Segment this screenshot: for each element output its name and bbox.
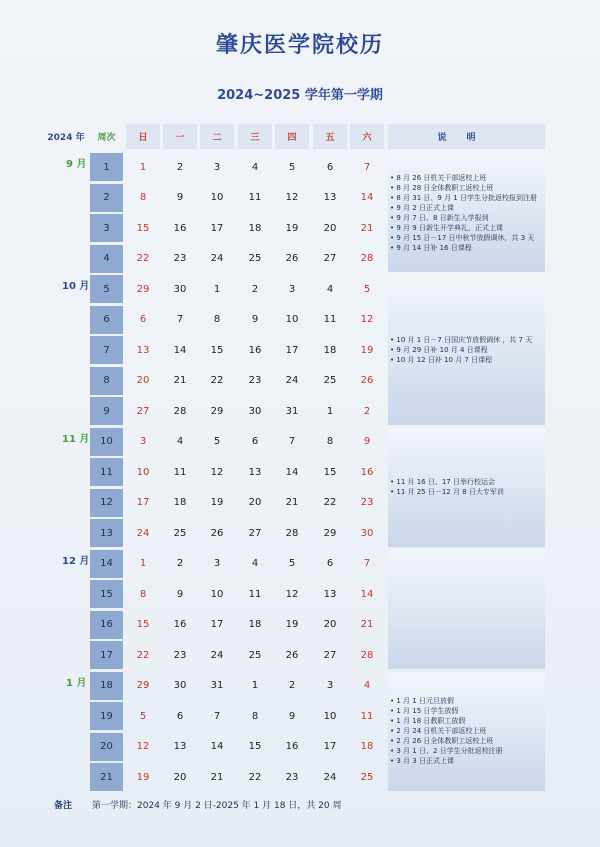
note-item: • 2 月 24 日机关干部返校上班 bbox=[390, 726, 503, 736]
day-cell: 2 bbox=[363, 405, 371, 417]
day-cell: 14 bbox=[210, 741, 224, 752]
week-number: 20 bbox=[90, 733, 123, 761]
day-cell: 24 bbox=[323, 771, 337, 783]
day-cell: 20 bbox=[248, 497, 262, 508]
day-cell: 3 bbox=[326, 680, 334, 691]
day-cell: 15 bbox=[248, 741, 262, 752]
day-cell: 7 bbox=[176, 314, 184, 325]
day-cell: 19 bbox=[210, 497, 224, 508]
day-cell: 6 bbox=[326, 558, 334, 569]
day-cell: 17 bbox=[210, 222, 224, 234]
day-cell: 30 bbox=[173, 680, 187, 691]
day-cell: 4 bbox=[176, 436, 184, 447]
day-cell: 21 bbox=[173, 375, 187, 386]
day-cell: 30 bbox=[360, 527, 374, 539]
day-cell: 17 bbox=[210, 619, 224, 630]
day-cell: 27 bbox=[323, 253, 337, 264]
note-list bbox=[390, 477, 504, 497]
header-week: 周次 bbox=[97, 133, 116, 143]
header-note: 说明 bbox=[388, 124, 545, 149]
day-cell: 28 bbox=[360, 253, 374, 264]
day-cell: 19 bbox=[285, 222, 299, 234]
note-item: • 2 月 26 日全体教职工返校上班 bbox=[390, 736, 503, 746]
day-cell: 18 bbox=[173, 497, 187, 508]
day-cell: 25 bbox=[248, 253, 262, 264]
note-item: • 11 月 16 日、17 日举行校运会 bbox=[390, 477, 504, 487]
day-cell: 10 bbox=[136, 466, 150, 478]
day-cell: 1 bbox=[139, 558, 147, 569]
week-number: 16 bbox=[90, 611, 123, 639]
day-cell: 20 bbox=[173, 771, 187, 783]
note-item: • 3 月 1 日、2 日学生分批返校注册 bbox=[390, 746, 503, 756]
day-cell: 15 bbox=[136, 222, 150, 234]
day-cell: 26 bbox=[285, 649, 299, 661]
day-cell: 15 bbox=[323, 466, 337, 478]
note-item: • 9 月 2 日正式上课 bbox=[390, 203, 537, 213]
month-label: 12 月 bbox=[62, 555, 90, 567]
note-item: • 1 月 1 日元旦放假 bbox=[390, 696, 503, 706]
day-cell: 31 bbox=[285, 405, 299, 417]
day-cell: 13 bbox=[323, 192, 337, 203]
day-cell: 24 bbox=[210, 253, 224, 264]
day-cell: 31 bbox=[210, 680, 224, 691]
day-cell: 30 bbox=[173, 283, 187, 295]
day-cell: 8 bbox=[213, 314, 221, 325]
note-item: • 9 月 9 日新生开学典礼，正式上课 bbox=[390, 223, 537, 233]
week-number: 13 bbox=[90, 519, 123, 547]
day-cell: 1 bbox=[251, 680, 259, 691]
week-number: 14 bbox=[90, 550, 123, 578]
day-cell: 17 bbox=[285, 344, 299, 356]
day-cell: 18 bbox=[323, 344, 337, 356]
day-cell: 1 bbox=[213, 283, 221, 295]
week-number: 15 bbox=[90, 580, 123, 608]
day-cell: 17 bbox=[136, 497, 150, 508]
day-cell: 21 bbox=[210, 771, 224, 783]
day-cell: 9 bbox=[363, 436, 371, 447]
day-cell: 4 bbox=[326, 283, 334, 295]
day-cell: 12 bbox=[136, 741, 150, 752]
day-cell: 9 bbox=[251, 314, 259, 325]
day-cell: 12 bbox=[285, 588, 299, 600]
day-cell: 23 bbox=[173, 253, 187, 264]
header-day-1: 一 bbox=[163, 124, 197, 149]
week-number: 17 bbox=[90, 641, 123, 669]
day-cell: 16 bbox=[360, 466, 374, 478]
note-item: • 1 月 15 日学生放假 bbox=[390, 706, 503, 716]
day-cell: 29 bbox=[136, 680, 150, 691]
day-cell: 15 bbox=[210, 344, 224, 356]
note-item: • 8 月 26 日机关干部返校上班 bbox=[390, 173, 537, 183]
day-cell: 9 bbox=[176, 192, 184, 203]
day-cell: 26 bbox=[360, 375, 374, 386]
day-cell: 4 bbox=[363, 680, 371, 691]
day-cell: 16 bbox=[248, 344, 262, 356]
day-cell: 9 bbox=[176, 588, 184, 600]
week-number: 19 bbox=[90, 702, 123, 730]
day-cell: 25 bbox=[173, 527, 187, 539]
day-cell: 6 bbox=[326, 161, 334, 173]
day-cell: 9 bbox=[288, 710, 296, 722]
note-item: • 3 月 3 日正式上课 bbox=[390, 756, 503, 766]
week-number: 18 bbox=[90, 672, 123, 700]
day-cell: 16 bbox=[173, 222, 187, 234]
day-cell: 22 bbox=[323, 497, 337, 508]
week-number: 6 bbox=[90, 306, 123, 334]
month-label: 10 月 bbox=[62, 281, 90, 292]
day-cell: 19 bbox=[136, 771, 150, 783]
day-cell: 28 bbox=[173, 405, 187, 417]
day-cell: 14 bbox=[173, 344, 187, 356]
header-day-2: 二 bbox=[200, 124, 234, 149]
day-cell: 30 bbox=[248, 405, 262, 417]
week-number: 8 bbox=[90, 367, 123, 395]
day-cell: 22 bbox=[248, 771, 262, 783]
header-day-6: 六 bbox=[350, 124, 384, 149]
day-cell: 7 bbox=[213, 710, 221, 722]
month-label: 9 月 bbox=[66, 159, 87, 170]
day-cell: 19 bbox=[285, 619, 299, 630]
day-cell: 12 bbox=[360, 314, 374, 325]
note-item: • 9 月 14 日补 16 日课程 bbox=[390, 243, 537, 253]
day-cell: 1 bbox=[326, 405, 334, 417]
day-cell: 5 bbox=[288, 161, 296, 173]
note-item: • 9 月 7 日、8 日新生入学报到 bbox=[390, 213, 537, 223]
day-cell: 11 bbox=[323, 314, 337, 325]
day-cell: 11 bbox=[248, 588, 262, 600]
day-cell: 3 bbox=[139, 436, 147, 447]
day-cell: 5 bbox=[139, 710, 147, 722]
note-list bbox=[390, 696, 503, 766]
day-cell: 28 bbox=[285, 527, 299, 539]
month-label: 11 月 bbox=[62, 433, 90, 445]
day-cell: 20 bbox=[323, 619, 337, 630]
day-cell: 19 bbox=[360, 344, 374, 356]
note-item: • 1 月 18 日教职工放假 bbox=[390, 716, 503, 726]
day-cell: 3 bbox=[213, 161, 221, 173]
day-cell: 8 bbox=[139, 192, 147, 203]
day-cell: 13 bbox=[136, 344, 150, 356]
day-cell: 29 bbox=[210, 405, 224, 417]
day-cell: 29 bbox=[136, 283, 150, 295]
day-cell: 21 bbox=[360, 222, 374, 234]
day-cell: 3 bbox=[213, 558, 221, 569]
day-cell: 18 bbox=[248, 222, 262, 234]
week-number: 12 bbox=[90, 489, 123, 517]
day-cell: 24 bbox=[285, 375, 299, 386]
day-cell: 27 bbox=[136, 405, 150, 417]
day-cell: 10 bbox=[323, 710, 337, 722]
day-cell: 10 bbox=[285, 314, 299, 325]
day-cell: 24 bbox=[210, 649, 224, 661]
day-cell: 16 bbox=[285, 741, 299, 752]
week-number: 4 bbox=[90, 245, 123, 273]
day-cell: 21 bbox=[360, 619, 374, 630]
day-cell: 18 bbox=[248, 619, 262, 630]
note-item: • 8 月 31 日、9 月 1 日学生分批返校报到注册 bbox=[390, 193, 537, 203]
day-cell: 2 bbox=[176, 161, 184, 173]
note-item: • 9 月 15 日－17 日中秋节放假调休，共 3 天 bbox=[390, 233, 537, 243]
note-list bbox=[390, 335, 532, 365]
day-cell: 26 bbox=[285, 253, 299, 264]
remark-text: 第一学期：2024 年 9 月 2 日-2025 年 1 月 18 日，共 20 周 bbox=[92, 801, 342, 811]
day-cell: 29 bbox=[323, 527, 337, 539]
note-item: • 9 月 29 日补 10 月 4 日课程 bbox=[390, 345, 532, 355]
day-cell: 14 bbox=[360, 192, 374, 203]
note-item: • 10 月 12 日补 10 月 7 日课程 bbox=[390, 355, 532, 365]
day-cell: 13 bbox=[173, 741, 187, 752]
header-day-4: 四 bbox=[275, 124, 309, 149]
day-cell: 11 bbox=[173, 466, 187, 478]
week-number: 3 bbox=[90, 214, 123, 242]
header-day-3: 三 bbox=[238, 124, 272, 149]
note-item: • 8 月 28 日全体教职工返校上班 bbox=[390, 183, 537, 193]
day-cell: 4 bbox=[251, 161, 259, 173]
day-cell: 14 bbox=[285, 466, 299, 478]
day-cell: 7 bbox=[363, 161, 371, 173]
note-list bbox=[390, 173, 537, 253]
week-number: 1 bbox=[90, 153, 123, 181]
day-cell: 13 bbox=[248, 466, 262, 478]
week-number: 11 bbox=[90, 458, 123, 486]
day-cell: 7 bbox=[363, 558, 371, 569]
day-cell: 3 bbox=[288, 283, 296, 295]
note-item: • 10 月 1 日－7 日国庆节放假调休 ，共 7 天 bbox=[390, 335, 532, 345]
day-cell: 24 bbox=[136, 527, 150, 539]
day-cell: 23 bbox=[285, 771, 299, 783]
day-cell: 8 bbox=[326, 436, 334, 447]
week-number: 5 bbox=[90, 275, 123, 303]
day-cell: 8 bbox=[251, 710, 259, 722]
week-number: 21 bbox=[90, 763, 123, 791]
day-cell: 23 bbox=[248, 375, 262, 386]
week-number: 2 bbox=[90, 184, 123, 212]
day-cell: 10 bbox=[210, 192, 224, 203]
day-cell: 23 bbox=[173, 649, 187, 661]
day-cell: 2 bbox=[251, 283, 259, 295]
day-cell: 27 bbox=[248, 527, 262, 539]
note-item: • 11 月 25 日－12 月 8 日大专军训 bbox=[390, 487, 504, 497]
day-cell: 26 bbox=[210, 527, 224, 539]
day-cell: 8 bbox=[139, 588, 147, 600]
day-cell: 1 bbox=[139, 161, 147, 173]
day-cell: 22 bbox=[136, 649, 150, 661]
day-cell: 5 bbox=[213, 436, 221, 447]
week-number: 10 bbox=[90, 428, 123, 456]
header-year: 2024 年 bbox=[47, 133, 85, 143]
day-cell: 2 bbox=[176, 558, 184, 569]
day-cell: 2 bbox=[288, 680, 296, 691]
page-title: 肇庆医学院校历 bbox=[215, 33, 384, 58]
month-label: 1 月 bbox=[66, 677, 87, 689]
day-cell: 10 bbox=[210, 588, 224, 600]
day-cell: 7 bbox=[288, 436, 296, 447]
day-cell: 11 bbox=[248, 192, 262, 203]
day-cell: 6 bbox=[139, 314, 147, 325]
day-cell: 27 bbox=[323, 649, 337, 661]
day-cell: 11 bbox=[360, 710, 374, 722]
day-cell: 16 bbox=[173, 619, 187, 630]
day-cell: 20 bbox=[136, 375, 150, 386]
day-cell: 21 bbox=[285, 497, 299, 508]
week-number: 9 bbox=[90, 397, 123, 425]
remark-label: 备注 bbox=[54, 801, 73, 811]
day-cell: 12 bbox=[210, 466, 224, 478]
day-cell: 22 bbox=[136, 253, 150, 264]
header-day-0: 日 bbox=[126, 124, 160, 149]
day-cell: 22 bbox=[210, 375, 224, 386]
day-cell: 12 bbox=[285, 192, 299, 203]
day-cell: 20 bbox=[323, 222, 337, 234]
day-cell: 6 bbox=[176, 710, 184, 722]
day-cell: 14 bbox=[360, 588, 374, 600]
day-cell: 6 bbox=[251, 436, 259, 447]
day-cell: 18 bbox=[360, 741, 374, 752]
header-day-5: 五 bbox=[313, 124, 347, 149]
day-cell: 25 bbox=[248, 649, 262, 661]
note-box bbox=[388, 550, 545, 669]
day-cell: 25 bbox=[360, 771, 374, 783]
day-cell: 13 bbox=[323, 588, 337, 600]
page-subtitle: 2024~2025 学年第一学期 bbox=[217, 88, 383, 103]
day-cell: 28 bbox=[360, 649, 374, 661]
day-cell: 5 bbox=[288, 558, 296, 569]
day-cell: 25 bbox=[323, 375, 337, 386]
day-cell: 23 bbox=[360, 497, 374, 508]
day-cell: 15 bbox=[136, 619, 150, 630]
week-number: 7 bbox=[90, 336, 123, 364]
day-cell: 4 bbox=[251, 558, 259, 569]
day-cell: 17 bbox=[323, 741, 337, 752]
day-cell: 5 bbox=[363, 283, 371, 295]
